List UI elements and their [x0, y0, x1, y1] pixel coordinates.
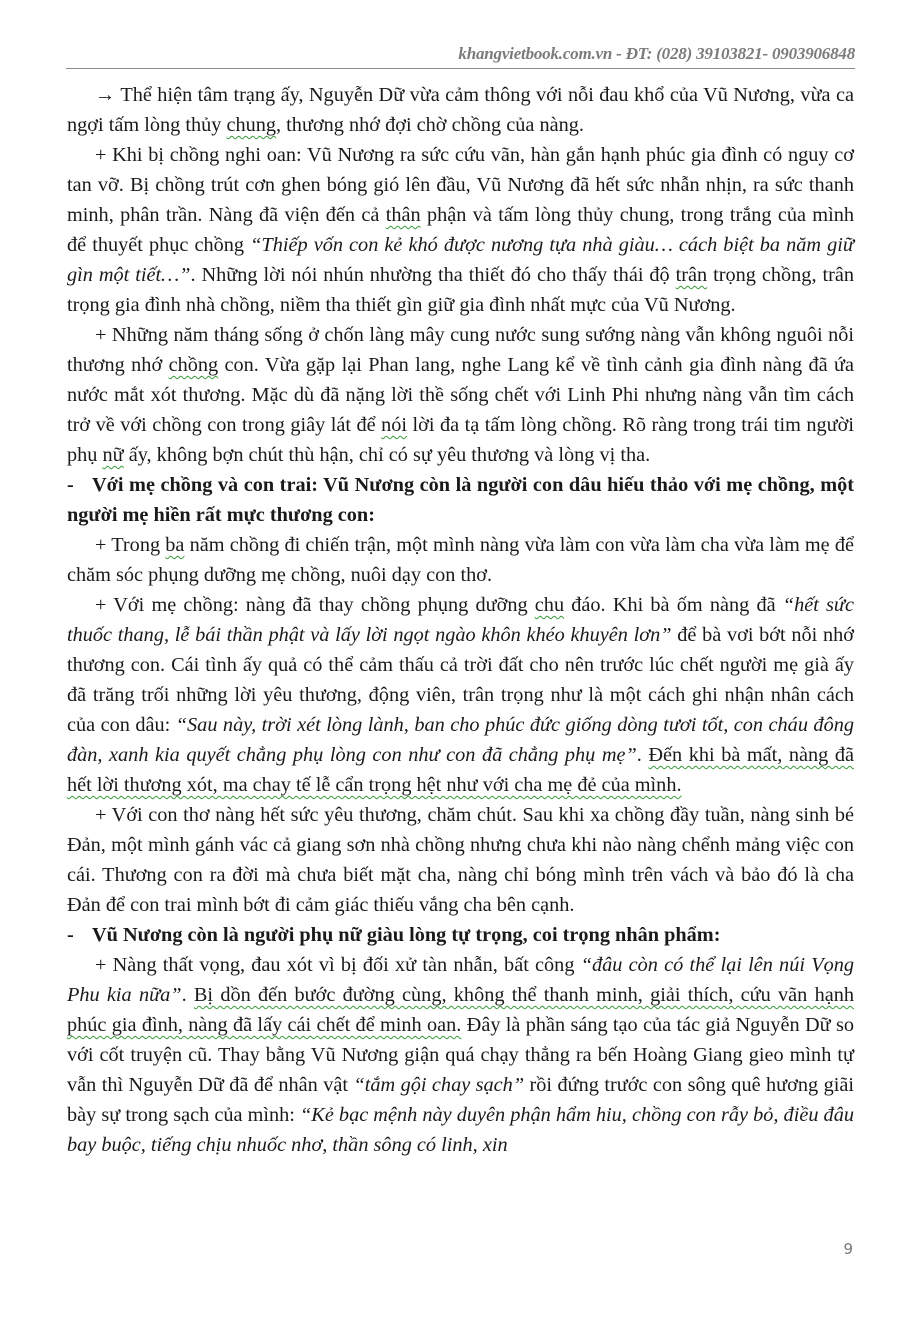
text-run: nói: [381, 414, 408, 436]
text-run: Bị dồn đến bước đường cùng, không thể thanh minh, giải thích, cứu vãn hạnh phúc gia đình, nàng đã lấy cái chết để minh oan.: [67, 984, 854, 1036]
text-run: để bà vơi bớt nỗi nhớ thương con. Cái tình ấy quả có thể cảm thấu cả trời đất cho nên trước lúc chết người mẹ già ấy đã trăng trối những lời yêu thương, động viên, trân trọng như là một cách ghi nhận nhân cách của con dâu:: [67, 624, 854, 736]
text-run: .: [636, 744, 649, 766]
paragraph: [67, 800, 854, 920]
paragraph: [67, 530, 854, 590]
text-run: .: [181, 984, 194, 1006]
text-run: trân: [675, 264, 708, 286]
page-header: khangvietbook.com.vn - ĐT: (028) 39103821- 0903906848: [458, 44, 855, 63]
text-run: rồi đứng trước con sông quê hương giãi bày sự trong sạch của mình:: [67, 1074, 854, 1126]
text-run: lời đa tạ tấm lòng chồng. Rõ ràng trong trái tim người phụ: [67, 414, 854, 466]
quote-text: “Thiếp vốn con kẻ khó được nương tựa nhà giàu… cách biệt ba năm giữ gìn một tiết…”: [67, 234, 854, 286]
quote-text: “đâu còn có thể lại lên núi Vọng Phu kia nữa”: [67, 954, 855, 1006]
text-run: ấy, không bợn chút thù hận, chỉ có sự yêu thương và lòng vị tha.: [123, 444, 651, 466]
text-run: năm chồng đi chiến trận, một mình nàng vừa làm con vừa làm cha vừa làm mẹ để chăm sóc phụng dưỡng mẹ chồng, nuôi dạy con thơ.: [67, 534, 854, 586]
text-run: thân: [385, 204, 421, 226]
document-body: [67, 80, 854, 1160]
text-run: chung: [226, 114, 277, 136]
text-run: phận và tấm lòng thủy chung, trong trắng của mình để thuyết phục chồng: [67, 204, 854, 256]
paragraph: [67, 140, 854, 320]
bullet-dash: -: [67, 474, 74, 496]
text-run: con. Vừa gặp lại Phan lang, nghe Lang kể về tình cảnh gia đình nàng đã ứa nước mắt xót thương. Mặc dù đã nặng lời thề sống chết với Linh Phi nhưng nàng vẫn tìm cách trở về với chồng con trong giây lát để: [67, 354, 855, 436]
text-run: Đến khi bà mất, nàng đã hết lời thương xót, ma chay tế lễ cẩn trọng hệt như với cha mẹ đẻ của mình.: [67, 744, 855, 796]
text-run: + Trong: [95, 534, 166, 556]
text-run: + Với mẹ chồng: nàng đã thay chồng phụng dưỡng: [95, 594, 535, 616]
header-divider: [66, 68, 855, 69]
text-run: chu: [534, 594, 565, 616]
quote-text: “hết sức thuốc thang, lễ bái thần phật và lấy lời ngọt ngào khôn khéo khuyên lơn”: [67, 594, 854, 646]
bullet-dash: -: [67, 924, 74, 946]
paragraph: [67, 590, 854, 800]
text-run: + Với con thơ nàng hết sức yêu thương, chăm chút. Sau khi xa chồng đầy tuần, nàng sinh bé Đản, một mình gánh vác cả giang sơn nhà chồng nhưng chưa khi nào nàng chểnh mảng việc con cái. Thương con ra đời mà chưa biết mặt cha, nàng chỉ bóng mình trên vách và bảo đó là cha Đản để con trai mình bớt đi cảm giác thiếu vắng cha bên cạnh.: [67, 804, 854, 916]
bullet-heading: [67, 920, 854, 950]
page-number: 9: [843, 1240, 853, 1258]
bullet-heading: [67, 470, 854, 530]
paragraph: [67, 320, 854, 470]
text-run: , thương nhớ đợi chờ chồng của nàng.: [276, 114, 584, 136]
quote-text: “Kẻ bạc mệnh này duyên phận hẩm hiu, chồng con rẫy bỏ, điều đâu bay buộc, tiếng chịu nhuốc nhơ, thần sông có linh, xin: [67, 1104, 854, 1156]
text-run: Đây là phần sáng tạo của tác giả Nguyễn Dữ so với cốt truyện cũ. Thay bằng Vũ Nương giận quá chạy thẳng ra bến Hoàng Giang gieo mình tự vẫn thì Nguyễn Dữ đã để nhân vật: [67, 1014, 854, 1096]
text-run: ba: [165, 534, 185, 556]
text-run: . Những lời nói nhún nhường tha thiết đó cho thấy thái độ: [190, 264, 676, 286]
text-run: Vũ Nương còn là người phụ nữ giàu lòng tự trọng, coi trọng nhân phẩm:: [92, 924, 721, 946]
text-run: + Nàng thất vọng, đau xót vì bị đối xử tàn nhẫn, bất công: [95, 954, 581, 976]
text-run: + Khi bị chồng nghi oan: Vũ Nương ra sức cứu vãn, hàn gắn hạnh phúc gia đình có nguy cơ tan vỡ. Bị chồng trút cơn ghen bóng gió lên đầu, Vũ Nương đã hết sức nhẫn nhịn, ra sức thanh minh, phân trần. Nàng đã viện đến cả: [67, 144, 854, 226]
text-run: chồng: [168, 354, 219, 376]
text-run: → Thể hiện tâm trạng ấy, Nguyễn Dữ vừa cảm thông với nỗi đau khổ của Vũ Nương, vừa ca ngợi tấm lòng thủy: [67, 84, 854, 136]
text-run: trọng chồng, trân trọng gia đình nhà chồng, niềm tha thiết gìn giữ gia đình nhất mực của Vũ Nương.: [67, 264, 854, 316]
paragraph: [67, 80, 854, 140]
quote-text: “tắm gội chay sạch”: [353, 1074, 525, 1096]
paragraph: [67, 950, 854, 1160]
text-run: Với mẹ chồng và con trai: Vũ Nương còn là người con dâu hiếu thảo với mẹ chồng, một người mẹ hiền rất mực thương con:: [67, 474, 854, 526]
text-run: nữ: [102, 444, 124, 466]
quote-text: “Sau này, trời xét lòng lành, ban cho phúc đức giống dòng tươi tốt, con cháu đông đàn, xanh kia quyết chẳng phụ lòng con như con đã chẳng phụ mẹ”: [67, 714, 854, 766]
text-run: + Những năm tháng sống ở chốn làng mây cung nước sung sướng nàng vẫn không nguôi nỗi thương nhớ: [67, 324, 854, 376]
text-run: đáo. Khi bà ốm nàng đã: [564, 594, 783, 616]
